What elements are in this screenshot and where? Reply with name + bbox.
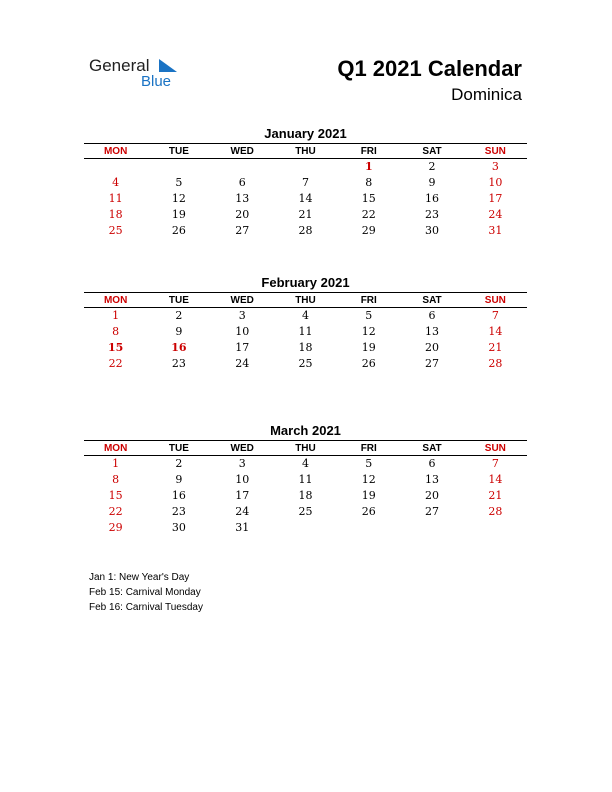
day-cell: 27 [425, 504, 440, 518]
day-cell: 24 [235, 356, 250, 370]
day-cell: 2 [175, 309, 183, 323]
day-cell: 31 [235, 520, 250, 534]
weekday-header: TUE [147, 293, 210, 308]
weekday-header: SUN [464, 293, 527, 308]
day-cell: 20 [425, 488, 440, 502]
weekday-header: MON [84, 441, 147, 456]
holiday-note: Feb 16: Carnival Tuesday [89, 602, 203, 613]
week-row [84, 206, 527, 222]
day-cell [400, 519, 463, 535]
weekday-header: MON [84, 293, 147, 308]
week-row [84, 222, 527, 238]
weekday-header: THU [274, 144, 337, 159]
day-cell [147, 159, 210, 175]
day-cell: 29 [108, 520, 123, 534]
logo-triangle-icon [159, 59, 177, 72]
day-cell: 3 [491, 160, 499, 174]
weekday-header: FRI [337, 293, 400, 308]
day-cell: 10 [488, 176, 503, 190]
day-cell: 4 [301, 457, 309, 471]
day-cell: 15 [361, 191, 376, 205]
day-cell [84, 159, 147, 175]
day-cell: 25 [108, 223, 123, 237]
day-cell: 12 [361, 325, 376, 339]
day-cell: 30 [171, 520, 186, 534]
weekday-header: THU [274, 441, 337, 456]
holiday-note: Jan 1: New Year's Day [89, 572, 190, 583]
day-cell: 18 [298, 488, 313, 502]
weekday-header: FRI [337, 441, 400, 456]
week-row [84, 519, 527, 535]
day-cell: 5 [365, 457, 373, 471]
day-cell: 7 [301, 176, 309, 190]
day-cell: 10 [235, 473, 250, 487]
week-row [84, 488, 527, 504]
day-cell: 13 [235, 191, 250, 205]
day-cell: 6 [428, 309, 436, 323]
day-cell [464, 519, 527, 535]
day-cell: 4 [301, 309, 309, 323]
day-cell: 24 [235, 504, 250, 518]
weekday-header: TUE [147, 441, 210, 456]
weekday-header: WED [211, 144, 274, 159]
weekday-header: SAT [400, 293, 463, 308]
day-cell: 28 [488, 356, 503, 370]
holiday-note: Feb 15: Carnival Monday [89, 587, 201, 598]
day-cell: 5 [175, 176, 183, 190]
day-cell: 23 [425, 207, 440, 221]
day-cell: 19 [361, 340, 376, 354]
day-cell: 1 [112, 457, 120, 471]
day-cell: 16 [425, 191, 440, 205]
day-cell: 7 [491, 457, 499, 471]
weekday-header: SUN [464, 144, 527, 159]
day-cell: 24 [488, 207, 503, 221]
week-row [84, 355, 527, 371]
day-cell: 28 [488, 504, 503, 518]
day-cell: 18 [108, 207, 123, 221]
day-cell: 20 [235, 207, 250, 221]
month-title: March 2021 [270, 423, 341, 438]
day-cell: 3 [238, 309, 246, 323]
weekday-header: MON [84, 144, 147, 159]
day-cell [337, 519, 400, 535]
weekday-header: SAT [400, 441, 463, 456]
month-title: February 2021 [261, 275, 350, 290]
weekday-header: TUE [147, 144, 210, 159]
day-cell: 14 [298, 191, 313, 205]
logo-general-text: General [89, 56, 150, 75]
week-row [84, 324, 527, 340]
day-cell: 26 [361, 356, 376, 370]
day-cell: 17 [235, 340, 250, 354]
day-cell: 22 [361, 207, 376, 221]
day-cell: 8 [112, 473, 120, 487]
day-cell: 5 [365, 309, 373, 323]
generalblue-logo [89, 56, 189, 92]
week-row [84, 340, 527, 356]
day-cell: 1 [112, 309, 120, 323]
day-cell: 14 [488, 325, 503, 339]
day-cell: 2 [428, 160, 436, 174]
day-cell: 2 [175, 457, 183, 471]
week-row [84, 308, 527, 324]
day-cell: 13 [425, 473, 440, 487]
day-cell: 13 [425, 325, 440, 339]
weekday-header-row [84, 441, 527, 456]
day-cell: 3 [238, 457, 246, 471]
day-cell: 19 [171, 207, 186, 221]
day-cell: 12 [171, 191, 186, 205]
day-cell: 16 [171, 340, 187, 354]
logo-blue-text: Blue [141, 73, 172, 90]
day-cell: 18 [298, 340, 313, 354]
month-february [84, 274, 527, 371]
day-cell: 21 [488, 488, 503, 502]
day-cell: 15 [108, 488, 123, 502]
month-march [84, 422, 527, 535]
day-cell: 27 [235, 223, 250, 237]
calendar-grid [84, 292, 527, 371]
week-row [84, 159, 527, 175]
weekday-header: FRI [337, 144, 400, 159]
day-cell [274, 159, 337, 175]
day-cell: 23 [171, 504, 186, 518]
day-cell: 22 [108, 504, 123, 518]
day-cell: 8 [365, 176, 373, 190]
day-cell: 21 [298, 207, 313, 221]
day-cell: 11 [108, 191, 123, 205]
weekday-header: SUN [464, 441, 527, 456]
day-cell: 25 [298, 356, 313, 370]
weekday-header-row [84, 293, 527, 308]
day-cell: 6 [428, 457, 436, 471]
calendar-grid [84, 143, 527, 238]
calendar-grid [84, 440, 527, 535]
month-january [84, 125, 527, 238]
day-cell: 20 [425, 340, 440, 354]
month-title: January 2021 [264, 126, 347, 141]
weekday-header: WED [211, 441, 274, 456]
day-cell: 30 [425, 223, 440, 237]
day-cell: 8 [112, 325, 120, 339]
day-cell: 9 [428, 176, 436, 190]
day-cell: 4 [112, 176, 120, 190]
day-cell: 6 [238, 176, 246, 190]
day-cell: 10 [235, 325, 250, 339]
day-cell: 9 [175, 473, 183, 487]
day-cell: 26 [361, 504, 376, 518]
day-cell: 23 [171, 356, 186, 370]
day-cell: 27 [425, 356, 440, 370]
day-cell: 21 [488, 340, 503, 354]
week-row [84, 456, 527, 472]
day-cell: 11 [298, 325, 313, 339]
day-cell: 1 [364, 160, 373, 174]
week-row [84, 191, 527, 207]
day-cell: 29 [361, 223, 376, 237]
day-cell: 17 [235, 488, 250, 502]
weekday-header: SAT [400, 144, 463, 159]
day-cell: 31 [488, 223, 503, 237]
day-cell: 11 [298, 473, 313, 487]
day-cell: 22 [108, 356, 123, 370]
day-cell: 17 [488, 191, 503, 205]
week-row [84, 175, 527, 191]
day-cell: 12 [361, 473, 376, 487]
page-title: Q1 2021 Calendar [337, 56, 522, 81]
week-row [84, 472, 527, 488]
day-cell: 14 [488, 473, 503, 487]
day-cell: 19 [361, 488, 376, 502]
weekday-header-row [84, 144, 527, 159]
country-name: Dominica [451, 85, 522, 104]
weekday-header: WED [211, 293, 274, 308]
day-cell [211, 159, 274, 175]
holiday-notes [89, 570, 203, 615]
day-cell: 28 [298, 223, 313, 237]
day-cell: 7 [491, 309, 499, 323]
day-cell: 25 [298, 504, 313, 518]
day-cell: 26 [171, 223, 186, 237]
weekday-header: THU [274, 293, 337, 308]
week-row [84, 503, 527, 519]
day-cell: 9 [175, 325, 183, 339]
day-cell: 16 [171, 488, 186, 502]
day-cell [274, 519, 337, 535]
day-cell: 15 [107, 340, 124, 354]
